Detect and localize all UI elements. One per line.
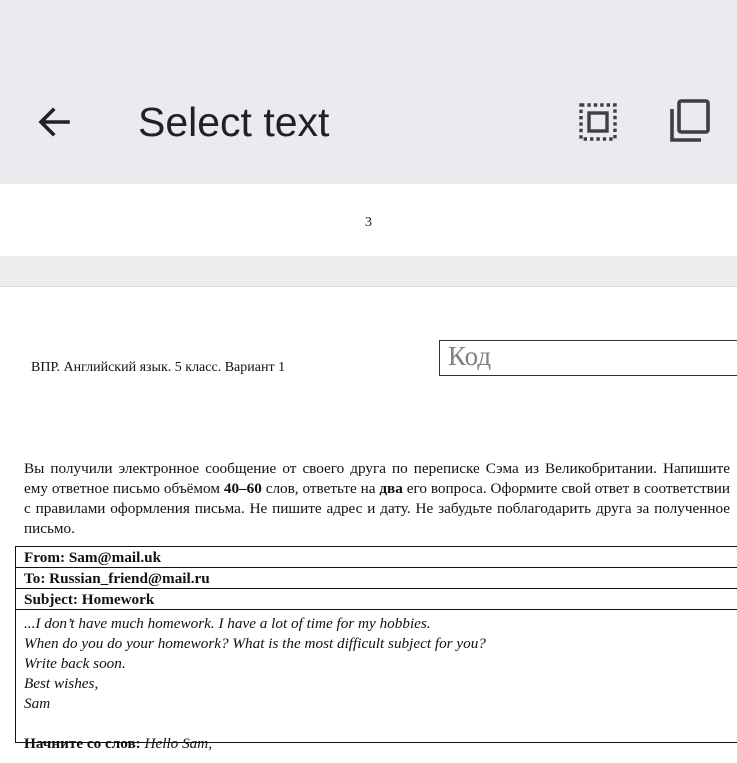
page-title: Select text [138, 99, 330, 145]
start-instruction[interactable] [24, 735, 212, 753]
email-table [15, 546, 737, 743]
email-from[interactable]: From: Sam@mail.uk [16, 547, 737, 568]
email-line[interactable]: ...I don’t have much homework. I have a lot of time for my hobbies. [24, 615, 431, 632]
email-line[interactable]: Write back soon. [24, 655, 126, 672]
email-line[interactable]: Best wishes, [24, 675, 99, 692]
app-bar [0, 0, 737, 184]
email-line[interactable]: Sam [24, 695, 51, 712]
task-part1[interactable]: Вы получили электронное сообщение от своего друга по переписке Сэма из Великобритании. Напишите ему ответное письмо объёмом [24, 460, 730, 497]
arrow-left-icon[interactable] [36, 104, 72, 140]
select-all-icon[interactable] [578, 102, 618, 142]
email-body [16, 610, 737, 743]
code-box [439, 340, 737, 376]
email-subject[interactable]: Subject: Homework [16, 589, 737, 610]
task-text[interactable] [24, 459, 730, 539]
page-number: 3 [365, 215, 372, 230]
start-words[interactable]: Hello Sam, [144, 735, 213, 752]
task-word-count[interactable]: 40–60 [223, 480, 262, 497]
code-label[interactable]: Код [448, 341, 492, 371]
email-line[interactable]: When do you do your homework? What is the most difficult subject for you? [24, 635, 486, 652]
start-label[interactable]: Начните со слов: [24, 735, 141, 752]
task-part3[interactable]: его вопроса. Оформите свой ответ в соответствии с правилами оформления письма. Не пишите адрес и дату. Не забудьте поблагодарить друга за полученное письмо. [24, 480, 731, 537]
page-separator [0, 256, 737, 287]
task-part2[interactable]: слов, ответьте на [261, 480, 380, 497]
task-two[interactable]: два [379, 480, 403, 497]
email-to[interactable]: To: Russian_friend@mail.ru [16, 568, 737, 589]
copy-icon[interactable] [668, 98, 712, 144]
document-header[interactable]: ВПР. Английский язык. 5 класс. Вариант 1 [31, 360, 286, 375]
